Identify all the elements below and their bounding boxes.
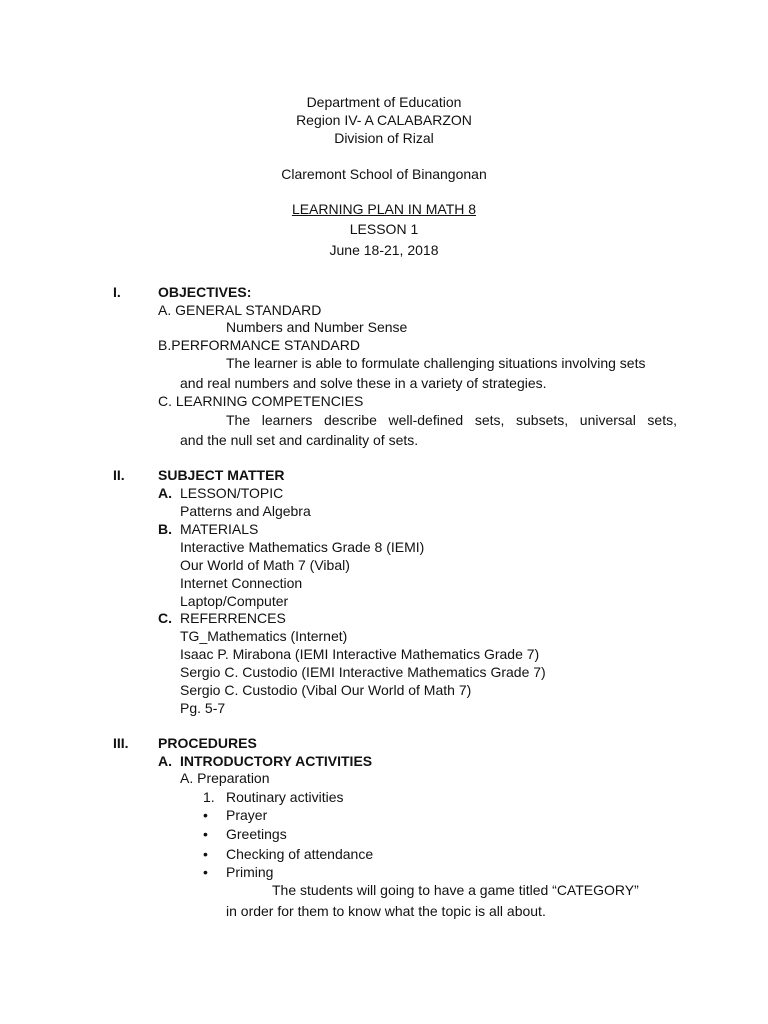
division-line: Division of Rizal — [334, 130, 434, 146]
reference-item: TG_Mathematics (Internet) — [180, 628, 348, 644]
general-standard-label: A. GENERAL STANDARD — [158, 302, 322, 318]
bullet-icon: • — [203, 864, 208, 880]
bullet-item: Checking of attendance — [226, 846, 374, 862]
introductory-activities-label: INTRODUCTORY ACTIVITIES — [180, 753, 373, 769]
section-3-number: III. — [113, 735, 129, 751]
bullet-item: Priming — [226, 864, 274, 880]
references-letter: C. — [158, 610, 172, 626]
reference-item: Isaac P. Mirabona (IEMI Interactive Mathematics Grade 7) — [180, 646, 540, 662]
references-label: REFERRENCES — [180, 610, 286, 626]
plan-title — [0, 200, 768, 218]
lesson-topic-label: LESSON/TOPIC — [180, 485, 284, 501]
lesson-date: June 18-21, 2018 — [329, 242, 439, 258]
learning-competencies-label: C. LEARNING COMPETENCIES — [158, 393, 364, 409]
bullet-icon: • — [203, 846, 208, 862]
materials-item: Our World of Math 7 (Vibal) — [180, 557, 350, 573]
learning-competencies-body-1: The learners describe well-defined sets, subsets, universal sets, — [226, 412, 677, 428]
lesson-topic-item: Patterns and Algebra — [180, 503, 311, 519]
plan-title-text: LEARNING PLAN IN MATH 8 — [291, 201, 477, 217]
lesson-topic-letter: A. — [158, 485, 172, 501]
routine-number: 1. — [203, 789, 215, 805]
performance-standard-label: B.PERFORMANCE STANDARD — [158, 337, 360, 353]
materials-item: Laptop/Computer — [180, 593, 289, 609]
routine-label: Routinary activities — [226, 789, 344, 805]
region-line: Region IV- A CALABARZON — [296, 112, 472, 128]
section-3-title: PROCEDURES — [158, 735, 257, 751]
section-2-number: II. — [113, 467, 125, 483]
materials-item: Interactive Mathematics Grade 8 (IEMI) — [180, 539, 425, 555]
bullet-icon: • — [203, 826, 208, 842]
materials-item: Internet Connection — [180, 575, 303, 591]
general-standard-body: Numbers and Number Sense — [226, 319, 408, 335]
section-1-number: I. — [113, 284, 121, 300]
reference-item: Sergio C. Custodio (Vibal Our World of Math 7) — [180, 682, 472, 698]
materials-label: MATERIALS — [180, 521, 259, 537]
lesson-label: LESSON 1 — [349, 221, 419, 237]
section-2-title: SUBJECT MATTER — [158, 467, 285, 483]
performance-standard-body-1: The learner is able to formulate challenging situations involving sets — [226, 355, 646, 371]
reference-item: Sergio C. Custodio (IEMI Interactive Mathematics Grade 7) — [180, 664, 546, 680]
section-1-title: OBJECTIVES: — [158, 284, 252, 300]
reference-item: Pg. 5-7 — [180, 700, 226, 716]
bullet-icon: • — [203, 807, 208, 823]
priming-body-2: in order for them to know what the topic is all about. — [226, 903, 546, 919]
priming-body-1: The students will going to have a game titled “CATEGORY” — [272, 882, 639, 898]
department-line: Department of Education — [306, 94, 462, 110]
preparation-label: A. Preparation — [180, 770, 270, 786]
introductory-letter: A. — [158, 753, 172, 769]
materials-letter: B. — [158, 521, 172, 537]
performance-standard-body-2: and real numbers and solve these in a variety of strategies. — [180, 375, 547, 391]
bullet-item: Greetings — [226, 826, 287, 842]
bullet-item: Prayer — [226, 807, 268, 823]
learning-competencies-body-2: and the null set and cardinality of sets. — [180, 432, 419, 448]
school-name: Claremont School of Binangonan — [281, 166, 487, 182]
